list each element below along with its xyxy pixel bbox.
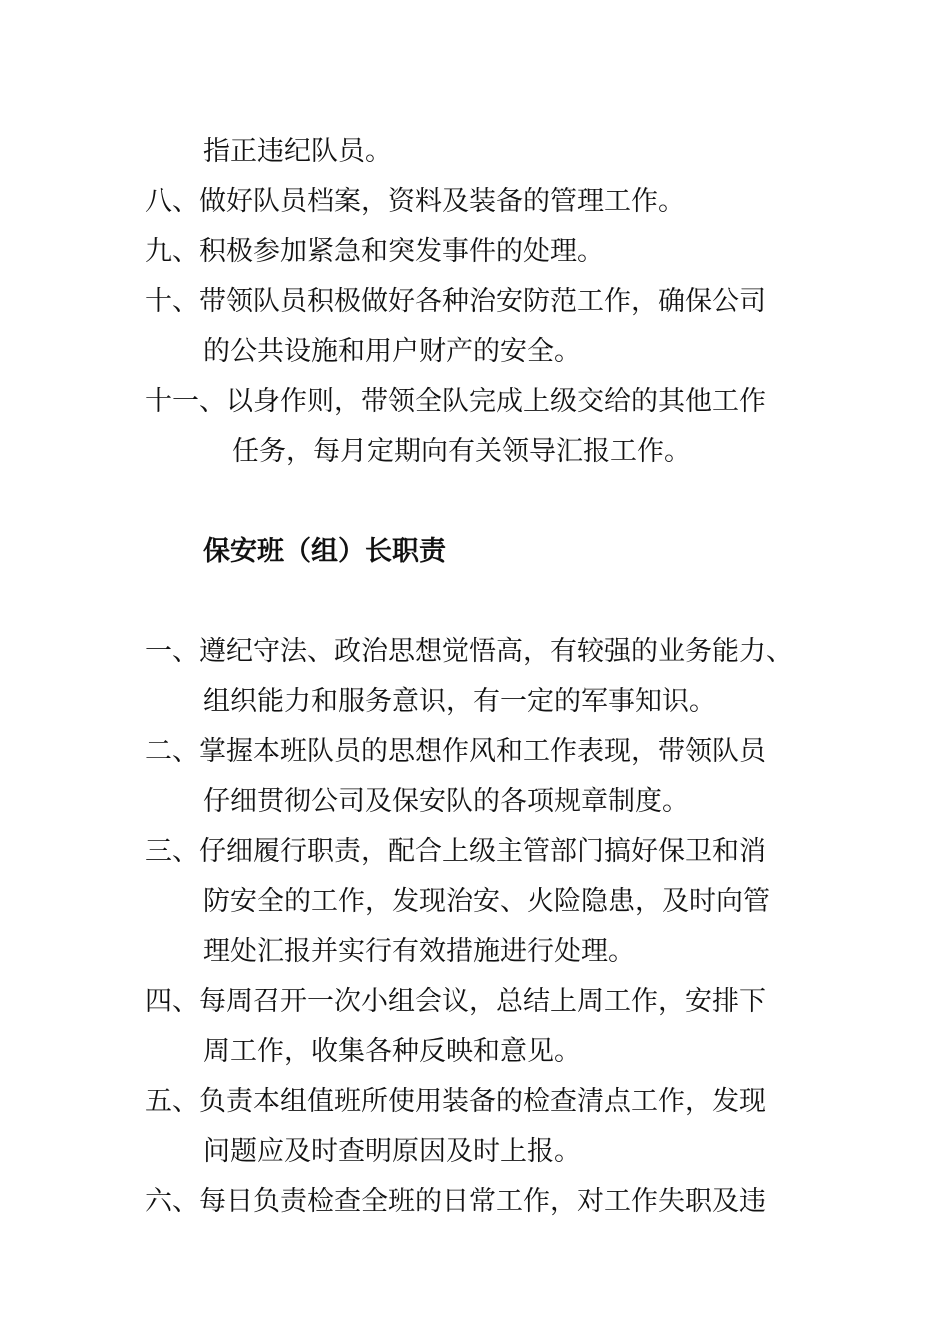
item-marker: 一、 — [145, 636, 199, 667]
item-continuation: 组织能力和服务意识，有一定的军事知识。 — [203, 686, 716, 717]
list-item — [145, 385, 766, 419]
list-item — [145, 235, 604, 269]
item-text: 做好队员档案，资料及装备的管理工作。 — [199, 186, 685, 217]
item-marker: 五、 — [145, 1086, 199, 1117]
item-continuation: 的公共设施和用户财产的安全。 — [203, 336, 581, 367]
item-marker: 十一、 — [145, 386, 226, 417]
item-text: 每日负责检查全班的日常工作，对工作失职及违 — [199, 1186, 766, 1217]
item-marker: 四、 — [145, 986, 199, 1017]
item-text: 仔细履行职责，配合上级主管部门搞好保卫和消 — [199, 836, 766, 867]
item-text: 遵纪守法、政治思想觉悟高，有较强的业务能力、 — [199, 636, 793, 667]
list-item — [145, 285, 766, 319]
list-item — [145, 635, 793, 669]
item-marker: 八、 — [145, 186, 199, 217]
item-text: 带领队员积极做好各种治安防范工作，确保公司 — [199, 286, 766, 317]
item-marker: 十、 — [145, 286, 199, 317]
section-title: 保安班（组）长职责 — [203, 536, 446, 567]
item-continuation: 问题应及时查明原因及时上报。 — [203, 1136, 581, 1167]
item-continuation: 防安全的工作，发现治安、火险隐患，及时向管 — [203, 886, 770, 917]
item-continuation: 周工作，收集各种反映和意见。 — [203, 1036, 581, 1067]
item-text: 掌握本班队员的思想作风和工作表现，带领队员 — [199, 736, 766, 767]
item-text: 以身作则，带领全队完成上级交给的其他工作 — [226, 386, 766, 417]
list-item — [145, 185, 685, 219]
list-item — [145, 1085, 766, 1119]
item-text: 每周召开一次小组会议，总结上周工作，安排下 — [199, 986, 766, 1017]
item-marker: 九、 — [145, 236, 199, 267]
item-continuation: 仔细贯彻公司及保安队的各项规章制度。 — [203, 786, 689, 817]
item-continuation: 理处汇报并实行有效措施进行处理。 — [203, 936, 635, 967]
item-marker: 六、 — [145, 1186, 199, 1217]
item-text: 积极参加紧急和突发事件的处理。 — [199, 236, 604, 267]
item-marker: 三、 — [145, 836, 199, 867]
list-item — [145, 985, 766, 1019]
list-item — [145, 735, 766, 769]
item-marker: 二、 — [145, 736, 199, 767]
item-text: 负责本组值班所使用装备的检查清点工作，发现 — [199, 1086, 766, 1117]
list-item — [145, 1185, 766, 1219]
item-continuation: 任务，每月定期向有关领导汇报工作。 — [232, 436, 691, 467]
list-item — [145, 835, 766, 869]
continuation-line: 指正违纪队员。 — [203, 136, 392, 167]
